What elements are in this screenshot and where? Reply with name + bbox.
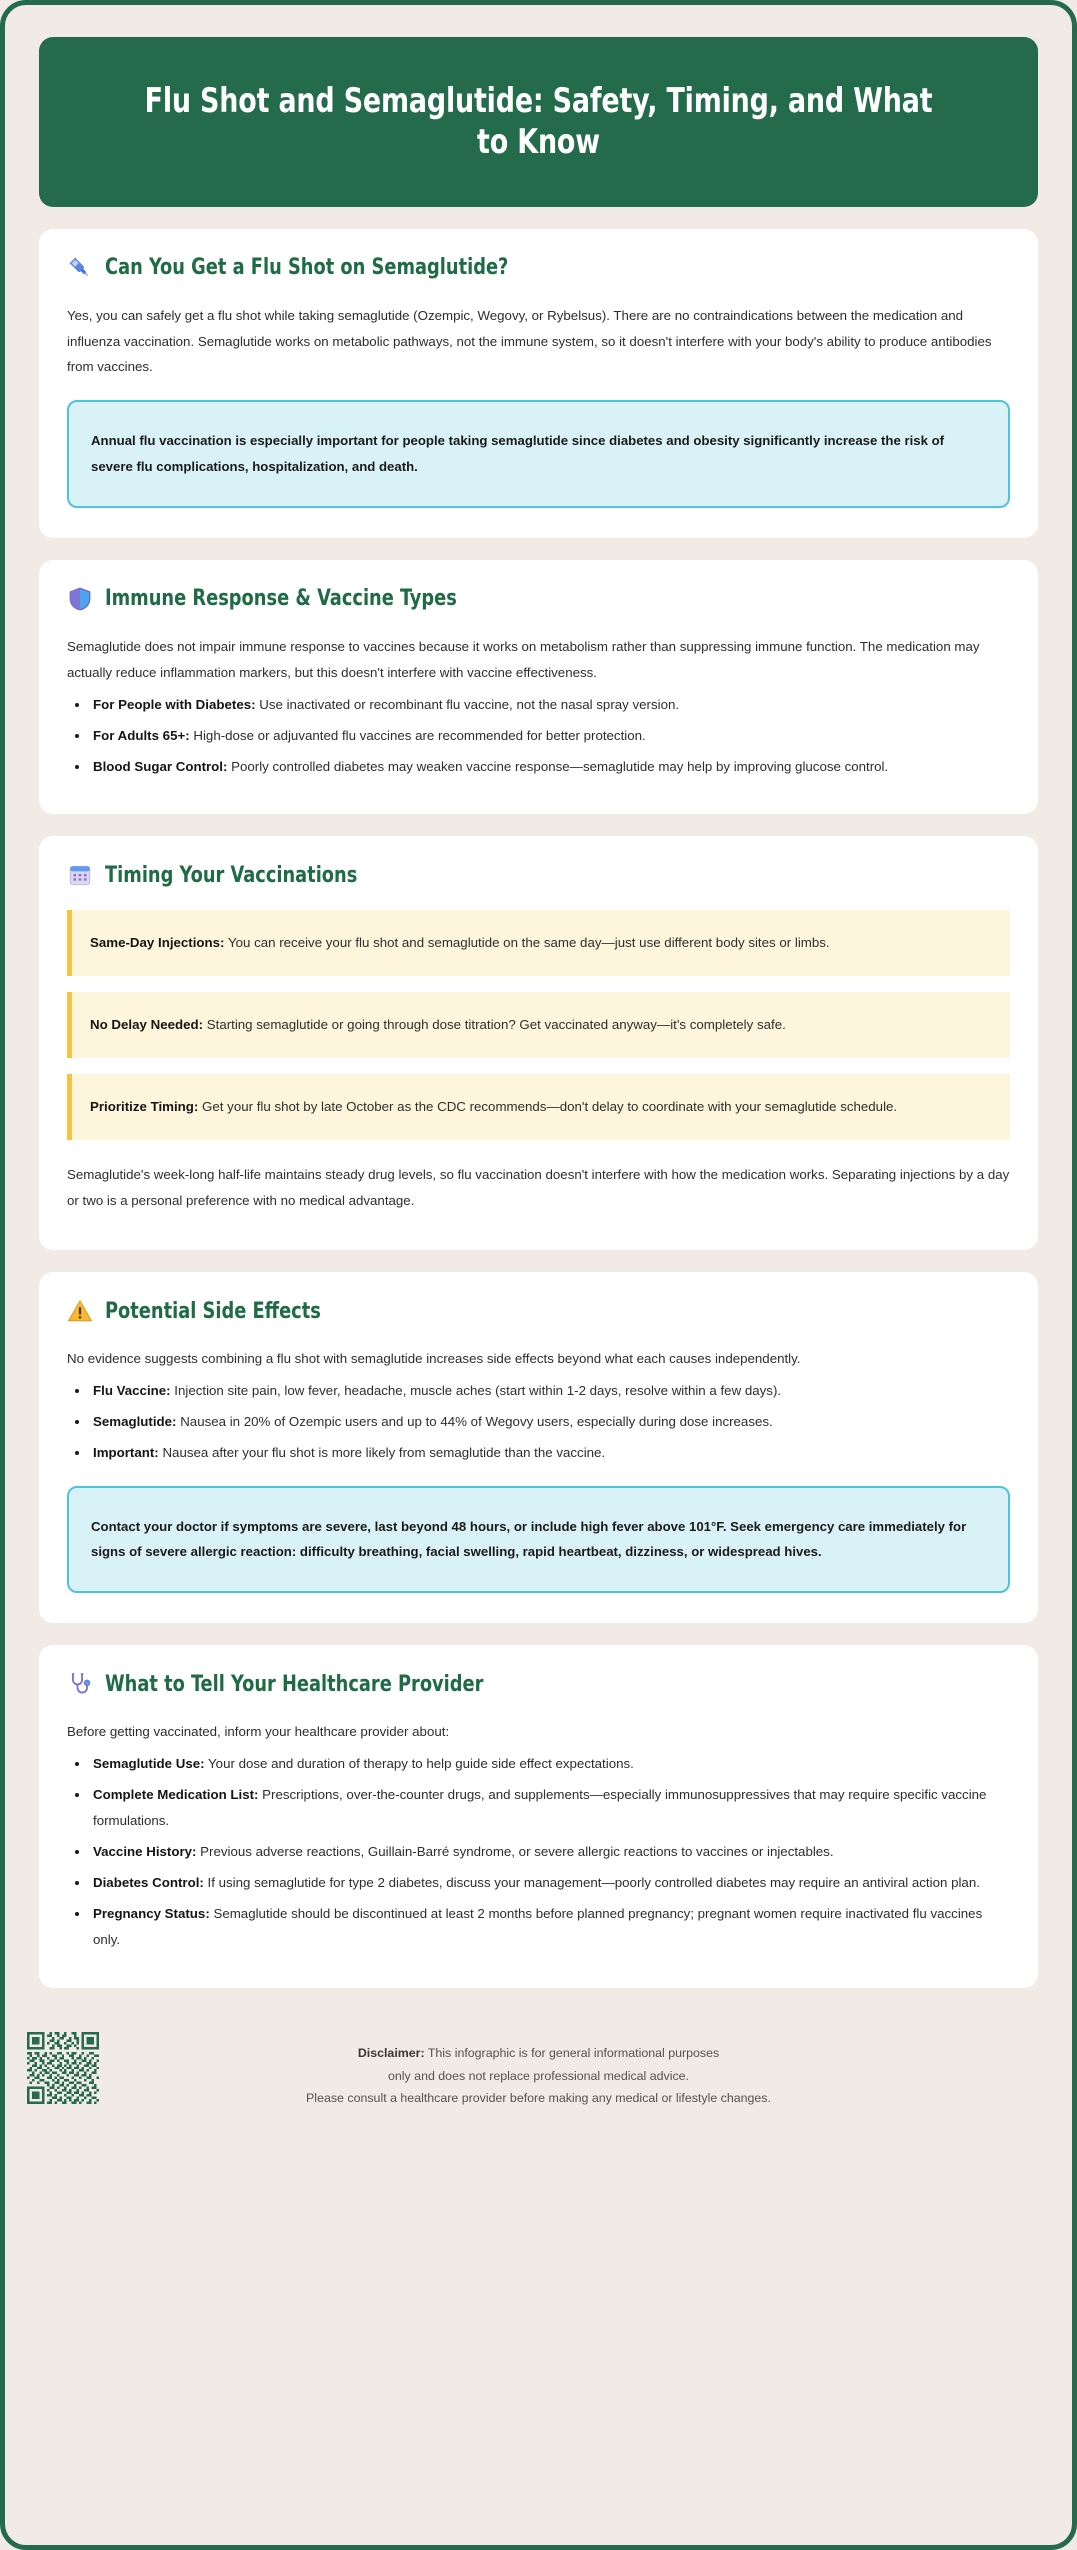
section-card-list xyxy=(25,229,1052,1988)
bullet-list xyxy=(67,1378,1010,1466)
list-item-label: For Adults 65+: xyxy=(93,727,190,743)
tip-body: You can receive your flu shot and semaglutide on the same day—just use different body sites or limbs. xyxy=(224,935,830,951)
bullet-list xyxy=(67,1751,1010,1952)
section-title: What to Tell Your Healthcare Provider xyxy=(105,1671,484,1697)
list-item-text: Semaglutide should be discontinued at least 2 months before planned pregnancy; pregnant women require inactivated flu vaccines only. xyxy=(93,1905,983,1947)
header-banner xyxy=(39,37,1038,207)
section-title: Potential Side Effects xyxy=(105,1298,321,1324)
tip-text xyxy=(90,1094,990,1120)
list-item xyxy=(67,1751,1010,1777)
tip-body: Starting semaglutide or going through dose titration? Get vaccinated anyway—it's completely safe. xyxy=(203,1017,786,1033)
list-item-text: Your dose and duration of therapy to help guide side effect expectations. xyxy=(204,1756,634,1772)
list-item xyxy=(67,692,1010,718)
section-card xyxy=(39,560,1038,815)
warning-icon xyxy=(67,1298,93,1324)
section-header xyxy=(67,255,1010,281)
callout-box xyxy=(67,400,1010,507)
page-title: Flu Shot and Semaglutide: Safety, Timing, and What to Know xyxy=(144,81,933,162)
tip-box xyxy=(67,910,1010,976)
syringe-icon xyxy=(67,255,93,281)
tip-body: Get your flu shot by late October as the CDC recommends—don't delay to coordinate with your semaglutide schedule. xyxy=(198,1099,898,1115)
list-item-label: Complete Medication List: xyxy=(93,1787,259,1803)
list-item xyxy=(67,1870,1010,1896)
list-item-text: Use inactivated or recombinant flu vaccine, not the nasal spray version. xyxy=(255,696,680,712)
section-closing-paragraph: Semaglutide's week-long half-life maintains steady drug levels, so flu vaccination doesn't interfere with how the medication works. Separating injections by a day or two is a personal preference with no medical advantage. xyxy=(67,1167,1010,1209)
list-item xyxy=(67,723,1010,749)
list-item xyxy=(67,1409,1010,1435)
list-item-label: For People with Diabetes: xyxy=(93,696,256,712)
list-item-text: Previous adverse reactions, Guillain-Barré syndrome, or severe allergic reactions to vaccines or injectables. xyxy=(196,1843,834,1859)
list-item-text: High-dose or adjuvanted flu vaccines are recommended for better protection. xyxy=(189,727,646,743)
tip-label: Same-Day Injections: xyxy=(90,935,225,951)
tip-box xyxy=(67,992,1010,1058)
list-item xyxy=(67,1839,1010,1865)
list-item-text: Nausea in 20% of Ozempic users and up to 44% of Wegovy users, especially during dose increases. xyxy=(176,1413,773,1429)
section-card xyxy=(39,1645,1038,1987)
list-item xyxy=(67,1901,1010,1953)
section-paragraph: Before getting vaccinated, inform your healthcare provider about: xyxy=(67,1724,450,1740)
section-title: Timing Your Vaccinations xyxy=(105,862,358,888)
list-item-label: Semaglutide Use: xyxy=(93,1756,205,1772)
tip-box xyxy=(67,1074,1010,1140)
list-item-label: Semaglutide: xyxy=(93,1413,177,1429)
disclaimer-label: Disclaimer: xyxy=(357,2045,425,2060)
list-item-label: Important: xyxy=(93,1444,159,1460)
footer xyxy=(39,2010,1038,2145)
list-item-label: Flu Vaccine: xyxy=(93,1382,171,1398)
list-item xyxy=(67,1782,1010,1834)
list-item-text: Nausea after your flu shot is more likely from semaglutide than the vaccine. xyxy=(158,1444,606,1460)
stethoscope-icon xyxy=(67,1671,93,1697)
qr-code-icon xyxy=(27,2032,99,2104)
list-item-label: Diabetes Control: xyxy=(93,1874,204,1890)
list-item-text: Injection site pain, low fever, headache, muscle aches (start within 1-2 days, resolve within a few days). xyxy=(170,1382,782,1398)
section-header xyxy=(67,862,1010,888)
callout-text: Contact your doctor if symptoms are severe, last beyond 48 hours, or include high fever above 101°F. Seek emergency care immediately for signs of severe allergic reaction: difficulty breathing, facial swelling, rapid heartbeat, dizziness, or widespread hives. xyxy=(91,1518,967,1560)
section-card xyxy=(39,229,1038,538)
section-paragraph: No evidence suggests combining a flu shot with semaglutide increases side effects beyond what each causes independently. xyxy=(67,1351,801,1367)
list-item-label: Pregnancy Status: xyxy=(93,1905,210,1921)
disclaimer-line-1: This infographic is for general informational purposes xyxy=(424,2045,720,2060)
list-item xyxy=(67,1440,1010,1466)
section-card xyxy=(39,1272,1038,1623)
disclaimer-line-3: Please consult a healthcare provider before making any medical or lifestyle changes. xyxy=(306,2091,771,2106)
list-item-text: If using semaglutide for type 2 diabetes, discuss your management—poorly controlled diabetes may require an antiviral action plan. xyxy=(203,1874,980,1890)
disclaimer-line-2: only and does not replace professional medical advice. xyxy=(388,2068,689,2083)
section-card xyxy=(39,836,1038,1250)
tip-text xyxy=(90,1012,990,1038)
section-paragraph: Yes, you can safely get a flu shot while taking semaglutide (Ozempic, Wegovy, or Rybelsus). There are no contraindications between the medication and influenza vaccination. Semaglutide works on metabolic pathways, not the immune system, so it doesn't interfere with your body's ability to produce antibodies from vaccines. xyxy=(67,307,992,375)
list-item xyxy=(67,1378,1010,1404)
callout-text: Annual flu vaccination is especially important for people taking semaglutide since diabetes and obesity significantly increase the risk of severe flu complications, hospitalization, and death. xyxy=(91,433,945,475)
list-item-label: Blood Sugar Control: xyxy=(93,758,228,774)
callout-box xyxy=(67,1486,1010,1593)
section-paragraph: Semaglutide does not impair immune response to vaccines because it works on metabolism rather than suppressing immune function. The medication may actually reduce inflammation markers, but this doesn't interfere with vaccine effectiveness. xyxy=(67,638,980,680)
list-item-label: Vaccine History: xyxy=(93,1843,197,1859)
disclaimer-text xyxy=(39,2036,1038,2111)
section-header xyxy=(67,586,1010,612)
tip-text xyxy=(90,930,990,956)
section-header xyxy=(67,1298,1010,1324)
section-header xyxy=(67,1671,1010,1697)
tip-label: No Delay Needed: xyxy=(90,1017,204,1033)
calendar-icon xyxy=(67,862,93,888)
list-item xyxy=(67,754,1010,780)
list-item-text: Poorly controlled diabetes may weaken vaccine response—semaglutide may help by improving glucose control. xyxy=(227,758,889,774)
bullet-list xyxy=(67,692,1010,780)
section-title: Can You Get a Flu Shot on Semaglutide? xyxy=(105,255,509,281)
tip-label: Prioritize Timing: xyxy=(90,1099,199,1115)
shield-icon xyxy=(67,586,93,612)
section-title: Immune Response & Vaccine Types xyxy=(105,586,457,612)
list-item-text: Prescriptions, over-the-counter drugs, and supplements—especially immunosuppressives that may require specific vaccine formulations. xyxy=(93,1787,987,1828)
